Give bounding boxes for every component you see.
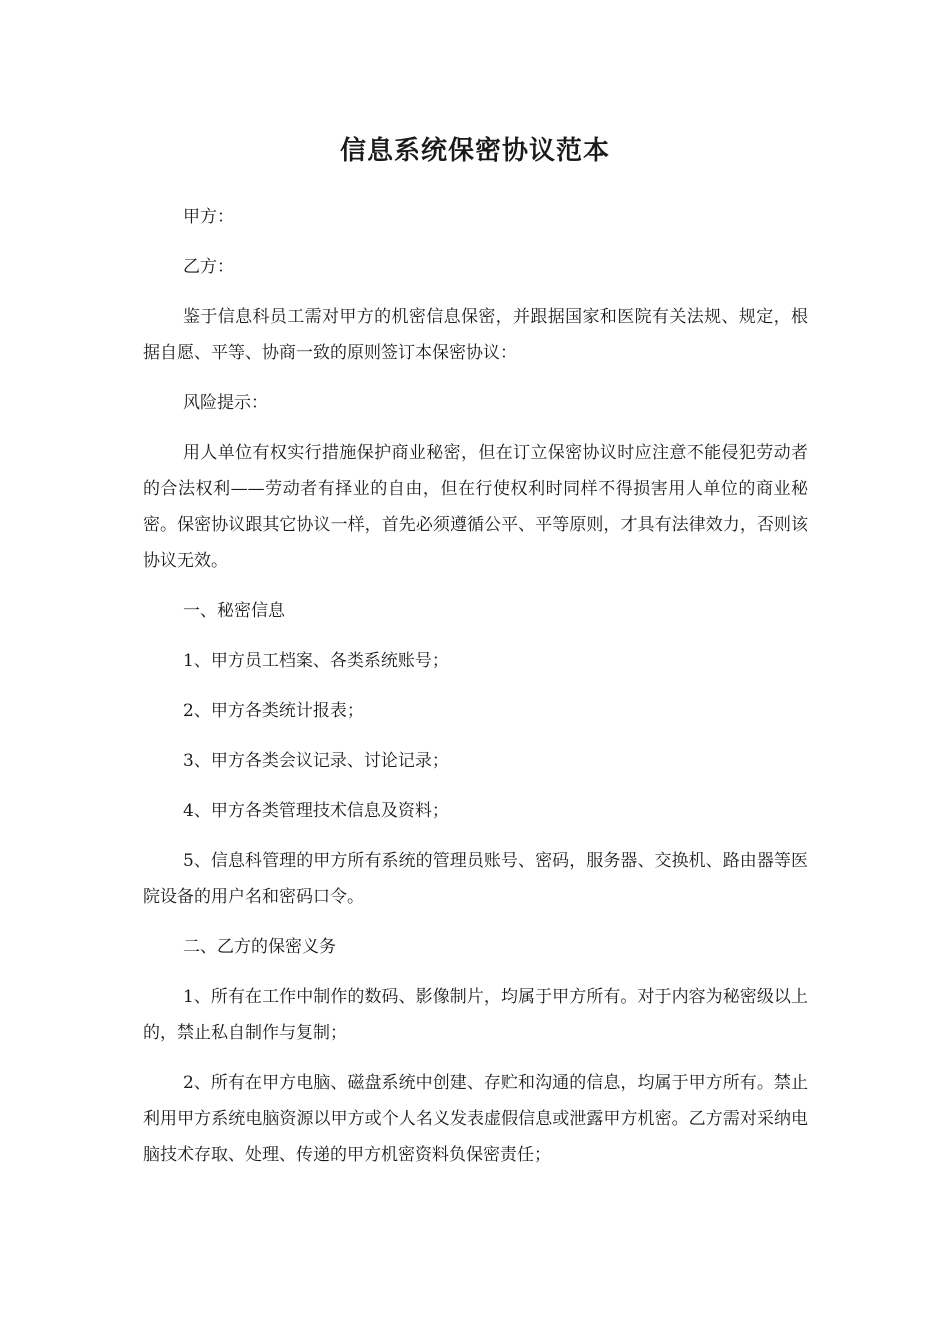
preamble-paragraph: 鉴于信息科员工需对甲方的机密信息保密，并跟据国家和医院有关法规、规定，根据自愿、平等、协商一致的原则签订本保密协议： <box>143 307 808 363</box>
secret-info-item-1: 1、甲方员工档案、各类系统账号； <box>183 651 449 671</box>
document-body <box>143 199 808 1187</box>
obligation-item-1: 1、所有在工作中制作的数码、影像制片，均属于甲方所有。对于内容为秘密级以上的，禁止私自制作与复制； <box>143 987 808 1043</box>
secret-info-item-5: 5、信息科管理的甲方所有系统的管理员账号、密码，服务器、交换机、路由器等医院设备的用户名和密码口令。 <box>143 851 808 907</box>
party-a-line: 甲方： <box>183 207 234 227</box>
secret-info-item-2: 2、甲方各类统计报表； <box>183 701 364 721</box>
secret-info-item-3: 3、甲方各类会议记录、讨论记录； <box>183 751 449 771</box>
risk-notice-heading: 风险提示： <box>183 393 268 413</box>
section-heading-obligations: 二、乙方的保密义务 <box>183 937 336 957</box>
obligation-item-2: 2、所有在甲方电脑、磁盘系统中创建、存贮和沟通的信息，均属于甲方所有。禁止利用甲方系统电脑资源以甲方或个人名义发表虚假信息或泄露甲方机密。乙方需对采纳电脑技术存取、处理、传递的甲方机密资料负保密责任； <box>143 1073 808 1165</box>
section-heading-secret-info: 一、秘密信息 <box>183 601 285 621</box>
secret-info-item-4: 4、甲方各类管理技术信息及资料； <box>183 801 449 821</box>
document-title: 信息系统保密协议范本 <box>339 136 610 166</box>
risk-notice-paragraph: 用人单位有权实行措施保护商业秘密，但在订立保密协议时应注意不能侵犯劳动者的合法权利——劳动者有择业的自由，但在行使权利时同样不得损害用人单位的商业秘密。保密协议跟其它协议一样，首先必须遵循公平、平等原则，才具有法律效力，否则该协议无效。 <box>143 443 808 571</box>
party-b-line: 乙方： <box>183 257 234 277</box>
